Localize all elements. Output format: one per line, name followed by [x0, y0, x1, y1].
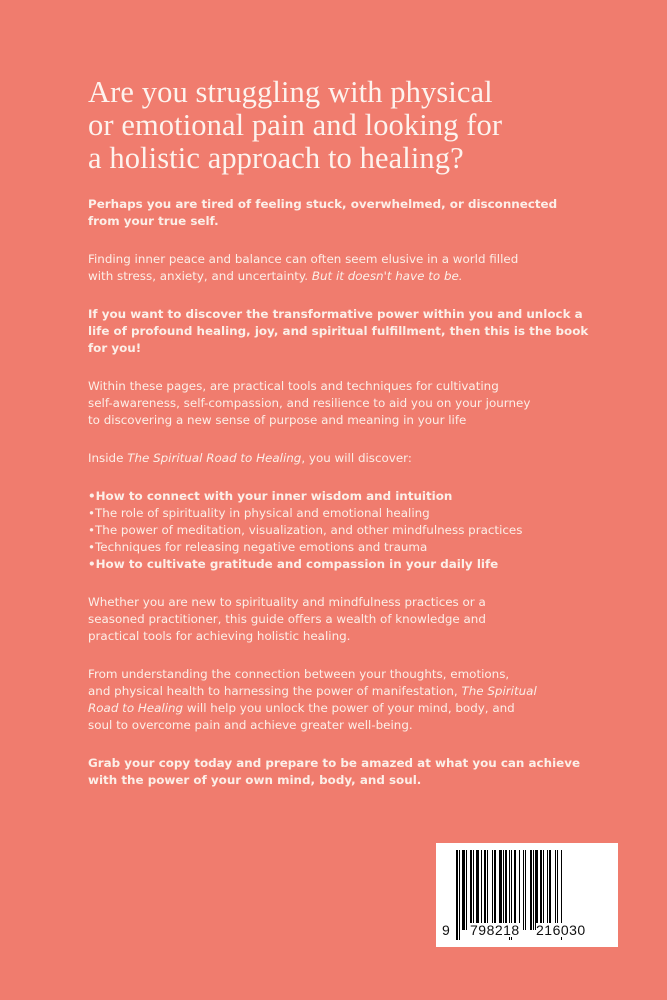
paragraph-intro	[88, 196, 608, 230]
bullet-item: • Techniques for releasing negative emotions and trauma	[88, 539, 608, 556]
barcode-bar	[540, 850, 542, 930]
text-line: Grab your copy today and prepare to be amazed at what you can achieve	[88, 756, 581, 770]
barcode-bar	[543, 850, 544, 930]
text-line: Within these pages, are practical tools and techniques for cultivating	[88, 379, 499, 393]
barcode-bar	[456, 850, 458, 940]
text-line: If you want to discover the transformative power within you and unlock a	[88, 307, 583, 321]
bullet-item: • How to connect with your inner wisdom and intuition	[88, 488, 608, 505]
book-title-italic: The Spiritual Road to Healing	[127, 451, 302, 465]
barcode-bar	[547, 850, 548, 930]
barcode-bar	[473, 850, 474, 930]
barcode-bar	[466, 850, 467, 930]
text-line: self-awareness, self-compassion, and resilience to aid you on your journey	[88, 396, 531, 410]
text-line	[88, 683, 608, 700]
barcode-bar	[505, 850, 507, 930]
headline-line: a holistic approach to healing?	[88, 141, 464, 175]
italic-emphasis: But it doesn't have to be.	[311, 269, 463, 283]
barcode-bar	[530, 850, 532, 930]
barcode-bar	[525, 850, 526, 930]
book-title-italic: Road to Healing	[88, 701, 184, 715]
barcode-bar	[484, 850, 486, 930]
book-title-italic: The Spiritual	[461, 684, 537, 698]
headline-line: or emotional pain and looking for	[88, 108, 503, 142]
text-segment: and physical health to harnessing the power of manifestation,	[88, 684, 462, 698]
text-line: seasoned practitioner, this guide offers a wealth of knowledge and	[88, 612, 486, 626]
text-segment: will help you unlock the power of your mind, body, and	[183, 701, 515, 715]
barcode-bar	[487, 850, 488, 930]
barcode-bar	[459, 850, 460, 940]
bullet-item: • The role of spirituality in physical and emotional healing	[88, 505, 608, 522]
text-line: Finding inner peace and balance can often seem elusive in a world filled	[88, 252, 519, 266]
barcode-bar	[557, 850, 558, 930]
barcode-bar	[476, 850, 479, 930]
barcode-bar	[519, 850, 520, 930]
discover-bullet-list	[88, 488, 608, 573]
text-line: for you!	[88, 341, 142, 355]
barcode-bar	[492, 850, 493, 930]
text-line: to discovering a new sense of purpose and meaning in your life	[88, 413, 467, 427]
text-line	[88, 450, 608, 467]
text-line: practical tools for achieving holistic healing.	[88, 629, 351, 643]
text-line: soul to overcome pain and achieve greater well-being.	[88, 718, 413, 732]
paragraph-inner-peace	[88, 251, 608, 285]
text-line: with the power of your own mind, body, and soul.	[88, 773, 422, 787]
barcode-digit-first: 9	[442, 922, 450, 938]
barcode-bar	[503, 850, 504, 930]
headline	[88, 76, 628, 175]
bullet-item: • The power of meditation, visualization, and other mindfulness practices	[88, 522, 608, 539]
barcode-bar	[535, 850, 538, 930]
barcode-bar	[481, 850, 482, 930]
barcode-bar	[523, 850, 524, 930]
barcode-bar	[470, 850, 472, 930]
text-segment: Inside	[88, 451, 128, 465]
isbn-barcode	[436, 843, 618, 947]
paragraph-within-pages	[88, 378, 608, 429]
text-line: Perhaps you are tired of feeling stuck, overwhelmed, or disconnected	[88, 197, 558, 211]
headline-line: Are you struggling with physical	[88, 75, 493, 109]
paragraph-grab-copy	[88, 755, 608, 789]
barcode-digits-right: 216030	[536, 922, 586, 938]
barcode-bar	[514, 850, 516, 930]
text-line: Whether you are new to spirituality and mindfulness practices or a	[88, 595, 486, 609]
paragraph-whether-new	[88, 594, 608, 645]
barcode-bar	[555, 850, 556, 930]
text-segment: , you will discover:	[301, 451, 412, 465]
text-segment: with stress, anxiety, and uncertainty.	[88, 269, 312, 283]
barcode-bar	[499, 850, 502, 930]
barcode-digits-left: 798218	[470, 922, 520, 938]
text-line	[88, 700, 608, 717]
blurb-body	[88, 196, 608, 810]
text-line	[88, 268, 608, 285]
text-line: From understanding the connection between your thoughts, emotions,	[88, 667, 510, 681]
bullet-item: • How to cultivate gratitude and compassion in your daily life	[88, 556, 608, 573]
barcode-bar	[549, 850, 551, 930]
paragraph-from-understanding	[88, 666, 608, 734]
paragraph-call-out	[88, 306, 608, 357]
text-line: life of profound healing, joy, and spiritual fulfillment, then this is the book	[88, 324, 589, 338]
barcode-bar	[462, 850, 465, 930]
barcode-bar	[533, 850, 534, 930]
text-line: from your true self.	[88, 214, 219, 228]
paragraph-inside-title	[88, 450, 608, 467]
barcode-bar	[494, 850, 496, 930]
